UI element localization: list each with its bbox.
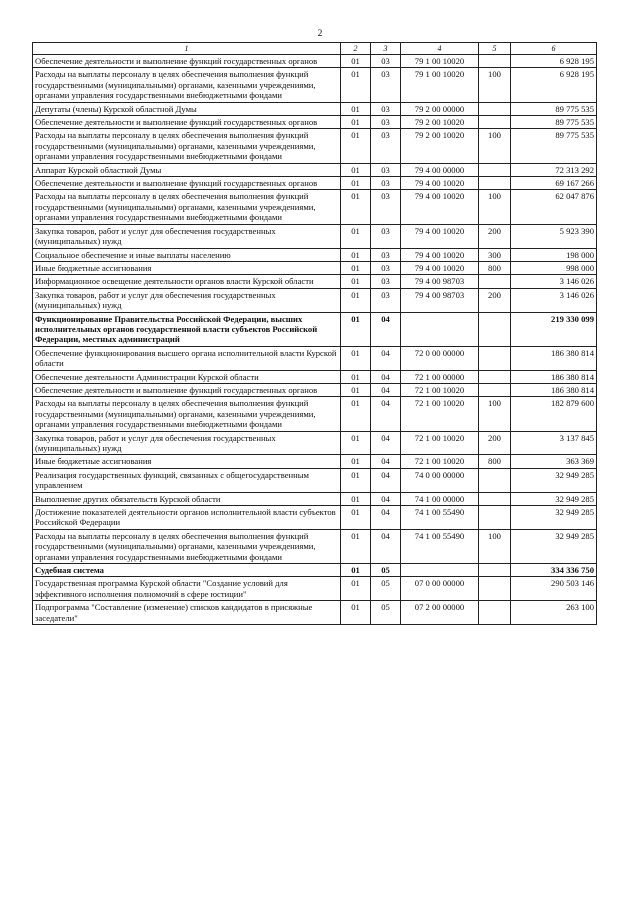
row-amount: 72 313 292	[511, 163, 597, 176]
row-target-article: 74 1 00 55490	[401, 529, 479, 563]
table-row	[33, 190, 597, 224]
row-amount: 290 503 146	[511, 577, 597, 601]
row-target-article: 79 2 00 00000	[401, 102, 479, 115]
row-subsection: 03	[371, 129, 401, 163]
row-amount: 186 380 814	[511, 383, 597, 396]
row-name: Обеспечение функционирования высшего органа исполнительной власти Курской области	[33, 346, 341, 370]
table-row	[33, 577, 597, 601]
row-target-article: 07 2 00 00000	[401, 601, 479, 625]
row-section: 01	[341, 529, 371, 563]
row-target-article: 74 0 00 00000	[401, 468, 479, 492]
row-name: Расходы на выплаты персоналу в целях обеспечения выполнения функций государственными (муниципальными) органами, казенными учреждениями, органами управления государственными внебюджетными фондами	[33, 190, 341, 224]
table-row	[33, 177, 597, 190]
row-subsection: 04	[371, 492, 401, 505]
table-row	[33, 529, 597, 563]
row-section: 01	[341, 431, 371, 455]
row-name: Закупка товаров, работ и услуг для обеспечения государственных (муниципальных) нужд	[33, 431, 341, 455]
row-amount: 6 928 195	[511, 68, 597, 102]
row-subsection: 04	[371, 506, 401, 530]
row-name: Обеспечение деятельности и выполнение функций государственных органов	[33, 383, 341, 396]
row-name: Социальное обеспечение и иные выплаты населению	[33, 248, 341, 261]
row-target-article: 72 1 00 00000	[401, 370, 479, 383]
row-section: 01	[341, 492, 371, 505]
row-expense-type: 800	[479, 455, 511, 468]
row-expense-type	[479, 564, 511, 577]
table-row	[33, 116, 597, 129]
row-subsection: 05	[371, 564, 401, 577]
row-section: 01	[341, 346, 371, 370]
table-row	[33, 312, 597, 346]
row-name: Информационное освещение деятельности органов власти Курской области	[33, 275, 341, 288]
row-target-article: 79 4 00 98703	[401, 288, 479, 312]
row-expense-type	[479, 346, 511, 370]
row-expense-type	[479, 177, 511, 190]
row-amount: 3 137 845	[511, 431, 597, 455]
row-section: 01	[341, 190, 371, 224]
row-subsection: 03	[371, 163, 401, 176]
row-target-article: 72 0 00 00000	[401, 346, 479, 370]
row-name: Обеспечение деятельности и выполнение функций государственных органов	[33, 55, 341, 68]
row-expense-type: 100	[479, 129, 511, 163]
row-amount: 32 949 285	[511, 492, 597, 505]
row-section: 01	[341, 397, 371, 431]
table-row	[33, 261, 597, 274]
table-row	[33, 383, 597, 396]
row-expense-type	[479, 55, 511, 68]
row-target-article	[401, 312, 479, 346]
header-col-2: 2	[341, 43, 371, 55]
row-target-article: 74 1 00 55490	[401, 506, 479, 530]
row-expense-type: 200	[479, 224, 511, 248]
row-section: 01	[341, 312, 371, 346]
row-subsection: 04	[371, 529, 401, 563]
row-expense-type	[479, 577, 511, 601]
row-name: Функционирование Правительства Российской Федерации, высших исполнительных органов государственной власти субъектов Российской Федерации, местных администраций	[33, 312, 341, 346]
table-row	[33, 431, 597, 455]
row-target-article: 72 1 00 10020	[401, 383, 479, 396]
row-amount: 363 369	[511, 455, 597, 468]
row-section: 01	[341, 55, 371, 68]
row-name: Реализация государственных функций, связанных с общегосударственным управлением	[33, 468, 341, 492]
row-expense-type: 200	[479, 288, 511, 312]
row-name: Судебная система	[33, 564, 341, 577]
row-target-article: 79 1 00 10020	[401, 68, 479, 102]
row-section: 01	[341, 224, 371, 248]
row-subsection: 04	[371, 455, 401, 468]
row-expense-type: 100	[479, 397, 511, 431]
table-row	[33, 163, 597, 176]
row-name: Закупка товаров, работ и услуг для обеспечения государственных (муниципальных) нужд	[33, 288, 341, 312]
table-row	[33, 601, 597, 625]
row-target-article: 79 4 00 10020	[401, 177, 479, 190]
table-row	[33, 492, 597, 505]
row-section: 01	[341, 248, 371, 261]
row-expense-type	[479, 312, 511, 346]
row-expense-type	[479, 506, 511, 530]
row-expense-type: 100	[479, 68, 511, 102]
row-target-article: 79 4 00 00000	[401, 163, 479, 176]
row-subsection: 04	[371, 431, 401, 455]
row-subsection: 03	[371, 248, 401, 261]
row-amount: 186 380 814	[511, 370, 597, 383]
row-section: 01	[341, 116, 371, 129]
table-row	[33, 346, 597, 370]
row-section: 01	[341, 102, 371, 115]
row-expense-type	[479, 102, 511, 115]
row-name: Государственная программа Курской области "Создание условий для эффективного исполнения полномочий в сфере юстиции"	[33, 577, 341, 601]
table-row	[33, 68, 597, 102]
row-expense-type	[479, 370, 511, 383]
row-target-article: 79 2 00 10020	[401, 116, 479, 129]
table-row	[33, 102, 597, 115]
row-name: Обеспечение деятельности Администрации Курской области	[33, 370, 341, 383]
row-subsection: 05	[371, 577, 401, 601]
row-target-article: 79 4 00 10020	[401, 224, 479, 248]
row-name: Расходы на выплаты персоналу в целях обеспечения выполнения функций государственными (муниципальными) органами, казенными учреждениями, органами управления государственными внебюджетными фондами	[33, 129, 341, 163]
row-section: 01	[341, 601, 371, 625]
row-expense-type	[479, 601, 511, 625]
row-subsection: 03	[371, 190, 401, 224]
row-name: Обеспечение деятельности и выполнение функций государственных органов	[33, 177, 341, 190]
row-name: Иные бюджетные ассигнования	[33, 455, 341, 468]
table-row	[33, 468, 597, 492]
row-target-article: 72 1 00 10020	[401, 431, 479, 455]
row-target-article: 79 4 00 10020	[401, 261, 479, 274]
table-row	[33, 455, 597, 468]
row-expense-type: 100	[479, 529, 511, 563]
row-amount: 263 100	[511, 601, 597, 625]
row-target-article: 74 1 00 00000	[401, 492, 479, 505]
row-expense-type	[479, 275, 511, 288]
row-expense-type: 200	[479, 431, 511, 455]
row-target-article: 79 4 00 10020	[401, 248, 479, 261]
row-expense-type	[479, 492, 511, 505]
row-subsection: 04	[371, 346, 401, 370]
row-section: 01	[341, 177, 371, 190]
row-name: Подпрограмма "Составление (изменение) списков кандидатов в присяжные заседатели"	[33, 601, 341, 625]
row-amount: 3 146 026	[511, 275, 597, 288]
row-amount: 334 336 750	[511, 564, 597, 577]
row-amount: 186 380 814	[511, 346, 597, 370]
row-amount: 69 167 266	[511, 177, 597, 190]
budget-allocation-table	[32, 42, 597, 625]
table-body	[33, 55, 597, 625]
row-subsection: 03	[371, 55, 401, 68]
row-amount: 3 146 026	[511, 288, 597, 312]
row-name: Расходы на выплаты персоналу в целях обеспечения выполнения функций государственными (муниципальными) органами, казенными учреждениями, органами управления государственными внебюджетными фондами	[33, 529, 341, 563]
row-subsection: 03	[371, 288, 401, 312]
row-subsection: 04	[371, 383, 401, 396]
row-subsection: 04	[371, 397, 401, 431]
row-amount: 32 949 285	[511, 529, 597, 563]
row-section: 01	[341, 383, 371, 396]
table-row	[33, 397, 597, 431]
header-col-3: 3	[371, 43, 401, 55]
row-subsection: 04	[371, 370, 401, 383]
row-amount: 89 775 535	[511, 116, 597, 129]
row-expense-type: 100	[479, 190, 511, 224]
row-amount: 89 775 535	[511, 102, 597, 115]
row-name: Достижение показателей деятельности органов исполнительной власти субъектов Российской Федерации	[33, 506, 341, 530]
row-amount: 32 949 285	[511, 506, 597, 530]
table-header-row	[33, 43, 597, 55]
row-subsection: 03	[371, 261, 401, 274]
row-expense-type: 800	[479, 261, 511, 274]
row-expense-type	[479, 468, 511, 492]
row-amount: 32 949 285	[511, 468, 597, 492]
row-amount: 998 000	[511, 261, 597, 274]
row-amount: 62 047 876	[511, 190, 597, 224]
row-target-article: 07 0 00 00000	[401, 577, 479, 601]
row-section: 01	[341, 370, 371, 383]
row-subsection: 03	[371, 224, 401, 248]
row-amount: 182 879 600	[511, 397, 597, 431]
row-name: Депутаты (члены) Курской областной Думы	[33, 102, 341, 115]
row-subsection: 04	[371, 312, 401, 346]
table-row	[33, 564, 597, 577]
row-section: 01	[341, 275, 371, 288]
header-col-6: 6	[511, 43, 597, 55]
row-section: 01	[341, 163, 371, 176]
row-section: 01	[341, 564, 371, 577]
row-subsection: 05	[371, 601, 401, 625]
row-amount: 219 330 099	[511, 312, 597, 346]
row-section: 01	[341, 68, 371, 102]
table-row	[33, 370, 597, 383]
row-name: Иные бюджетные ассигнования	[33, 261, 341, 274]
row-subsection: 03	[371, 275, 401, 288]
row-target-article: 79 1 00 10020	[401, 55, 479, 68]
table-row	[33, 248, 597, 261]
row-amount: 89 775 535	[511, 129, 597, 163]
row-expense-type: 300	[479, 248, 511, 261]
row-name: Закупка товаров, работ и услуг для обеспечения государственных (муниципальных) нужд	[33, 224, 341, 248]
table-row	[33, 506, 597, 530]
row-amount: 6 928 195	[511, 55, 597, 68]
row-expense-type	[479, 116, 511, 129]
row-section: 01	[341, 455, 371, 468]
page-number: 2	[317, 29, 323, 39]
row-target-article	[401, 564, 479, 577]
row-subsection: 03	[371, 177, 401, 190]
header-col-4: 4	[401, 43, 479, 55]
row-name: Расходы на выплаты персоналу в целях обеспечения выполнения функций государственными (муниципальными) органами, казенными учреждениями, органами управления государственными внебюджетными фондами	[33, 397, 341, 431]
table-row	[33, 55, 597, 68]
header-col-1: 1	[33, 43, 341, 55]
row-section: 01	[341, 288, 371, 312]
table-row	[33, 288, 597, 312]
row-section: 01	[341, 506, 371, 530]
row-section: 01	[341, 261, 371, 274]
row-subsection: 03	[371, 102, 401, 115]
row-target-article: 79 4 00 10020	[401, 190, 479, 224]
row-name: Аппарат Курской областной Думы	[33, 163, 341, 176]
row-subsection: 04	[371, 468, 401, 492]
row-target-article: 79 4 00 98703	[401, 275, 479, 288]
row-subsection: 03	[371, 116, 401, 129]
row-section: 01	[341, 468, 371, 492]
row-amount: 5 923 390	[511, 224, 597, 248]
row-target-article: 79 2 00 10020	[401, 129, 479, 163]
row-target-article: 72 1 00 10020	[401, 397, 479, 431]
row-name: Обеспечение деятельности и выполнение функций государственных органов	[33, 116, 341, 129]
row-target-article: 72 1 00 10020	[401, 455, 479, 468]
row-name: Выполнение других обязательств Курской области	[33, 492, 341, 505]
row-section: 01	[341, 577, 371, 601]
row-name: Расходы на выплаты персоналу в целях обеспечения выполнения функций государственными (муниципальными) органами, казенными учреждениями, органами управления государственными внебюджетными фондами	[33, 68, 341, 102]
header-col-5: 5	[479, 43, 511, 55]
table-row	[33, 224, 597, 248]
table-row	[33, 275, 597, 288]
row-amount: 198 000	[511, 248, 597, 261]
row-section: 01	[341, 129, 371, 163]
row-expense-type	[479, 383, 511, 396]
table-row	[33, 129, 597, 163]
row-expense-type	[479, 163, 511, 176]
row-subsection: 03	[371, 68, 401, 102]
